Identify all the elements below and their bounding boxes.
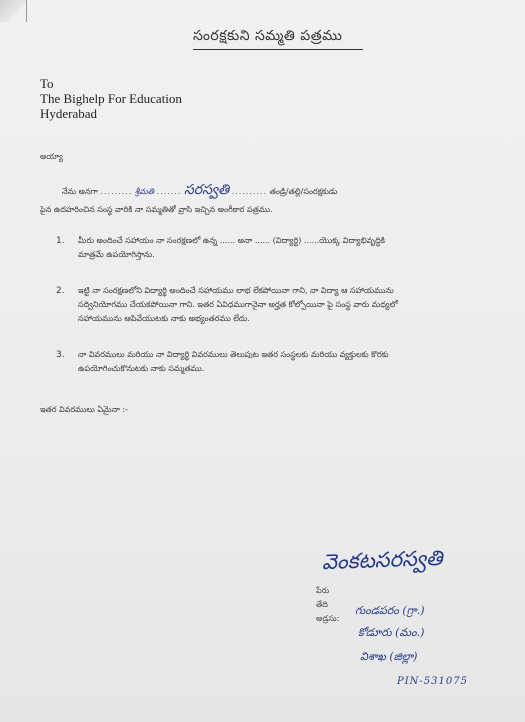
item-text: సహాయమును ఆపివేయుటకు నాకు అభ్యంతరము లేదు. — [78, 314, 250, 323]
address-mandal: కోడూరు (మం.) — [358, 626, 425, 639]
item-number: 1. — [56, 236, 65, 246]
address-label: అడ్రసు: — [316, 614, 340, 623]
item-number: 3. — [56, 350, 65, 360]
address-district: విశాఖ (జిల్లా) — [360, 650, 418, 663]
recipient-line: The Bighelp For Education — [40, 91, 182, 106]
address-village: గుండపరం (గ్రా.) — [355, 604, 425, 617]
consent-item-3 — [56, 348, 496, 376]
declaration-line-2: పైన ఉదహరించిన సంస్థ వారికి నా సమ్మతితో వ్రాసి ఇచ్చిన అంగీకార పత్రము. — [40, 205, 273, 214]
recipient-line: Hyderabad — [40, 106, 98, 121]
handwritten-name: సరస్వతి — [183, 182, 230, 198]
item-text: సద్వినియోగము చేయకపోయినా గాని. ఇతర ఏవిధముగానైనా అర్హత కోల్పోయినా పై సంస్థ వారు మధ్యలో — [78, 300, 398, 309]
salutation: అయ్యా — [40, 152, 63, 161]
item-text: ఉపయోగించుకొనుటకు నాకు సమ్మతము. — [78, 364, 205, 373]
recipient-address — [40, 76, 182, 121]
handwritten-signature: వెంకటసరస్వతి — [321, 545, 443, 575]
date-label: తేది — [316, 600, 328, 609]
declaration-line-1 — [62, 182, 338, 201]
signature-labels — [316, 584, 339, 626]
item-text: మాత్రమే ఉపయోగిస్తాను. — [78, 250, 155, 259]
document-title: సంరక్షకుని సమ్మతి పత్రము — [193, 28, 363, 50]
consent-item-1 — [56, 234, 496, 262]
declaration-role: తండ్రి/తల్లి/సంరక్షకుడు — [269, 187, 338, 196]
declaration-prefix: నేను అనగా — [62, 187, 98, 196]
handwritten-title: శ్రీమతి — [134, 187, 155, 196]
pin-code: PIN-531075 — [397, 676, 468, 687]
dotted-blank: ......... — [100, 187, 133, 196]
item-text: మీరు అందించే సహాయం నా సంరక్షణలో ఉన్న ...... అనా ...... (విద్యార్థి) ......యొక్క విద్యాభివృద్ధికి — [78, 236, 385, 245]
dotted-blank: .......... — [231, 187, 268, 196]
consent-item-2 — [56, 284, 496, 326]
item-text: ఇట్టి నా సంరక్షణలోని విద్యార్థి అందించే సహాయము లాభ లేకపోయినా గాని, నా విద్యా ఆ సహాయమును — [78, 286, 394, 295]
other-details-label: ఇతర వివరములు ఏమైనా :- — [40, 405, 128, 414]
dotted-blank: ....... — [156, 187, 182, 196]
name-label: పేరు — [316, 586, 330, 595]
item-number: 2. — [56, 286, 65, 296]
recipient-line: To — [40, 76, 54, 91]
item-text: నా వివరములు మరియు నా విద్యార్థి వివరములు తెలుపుట ఇతర సంస్థలకు మరియు వ్యక్తులకు కొరకు — [78, 350, 389, 359]
folded-corner — [0, 0, 27, 22]
